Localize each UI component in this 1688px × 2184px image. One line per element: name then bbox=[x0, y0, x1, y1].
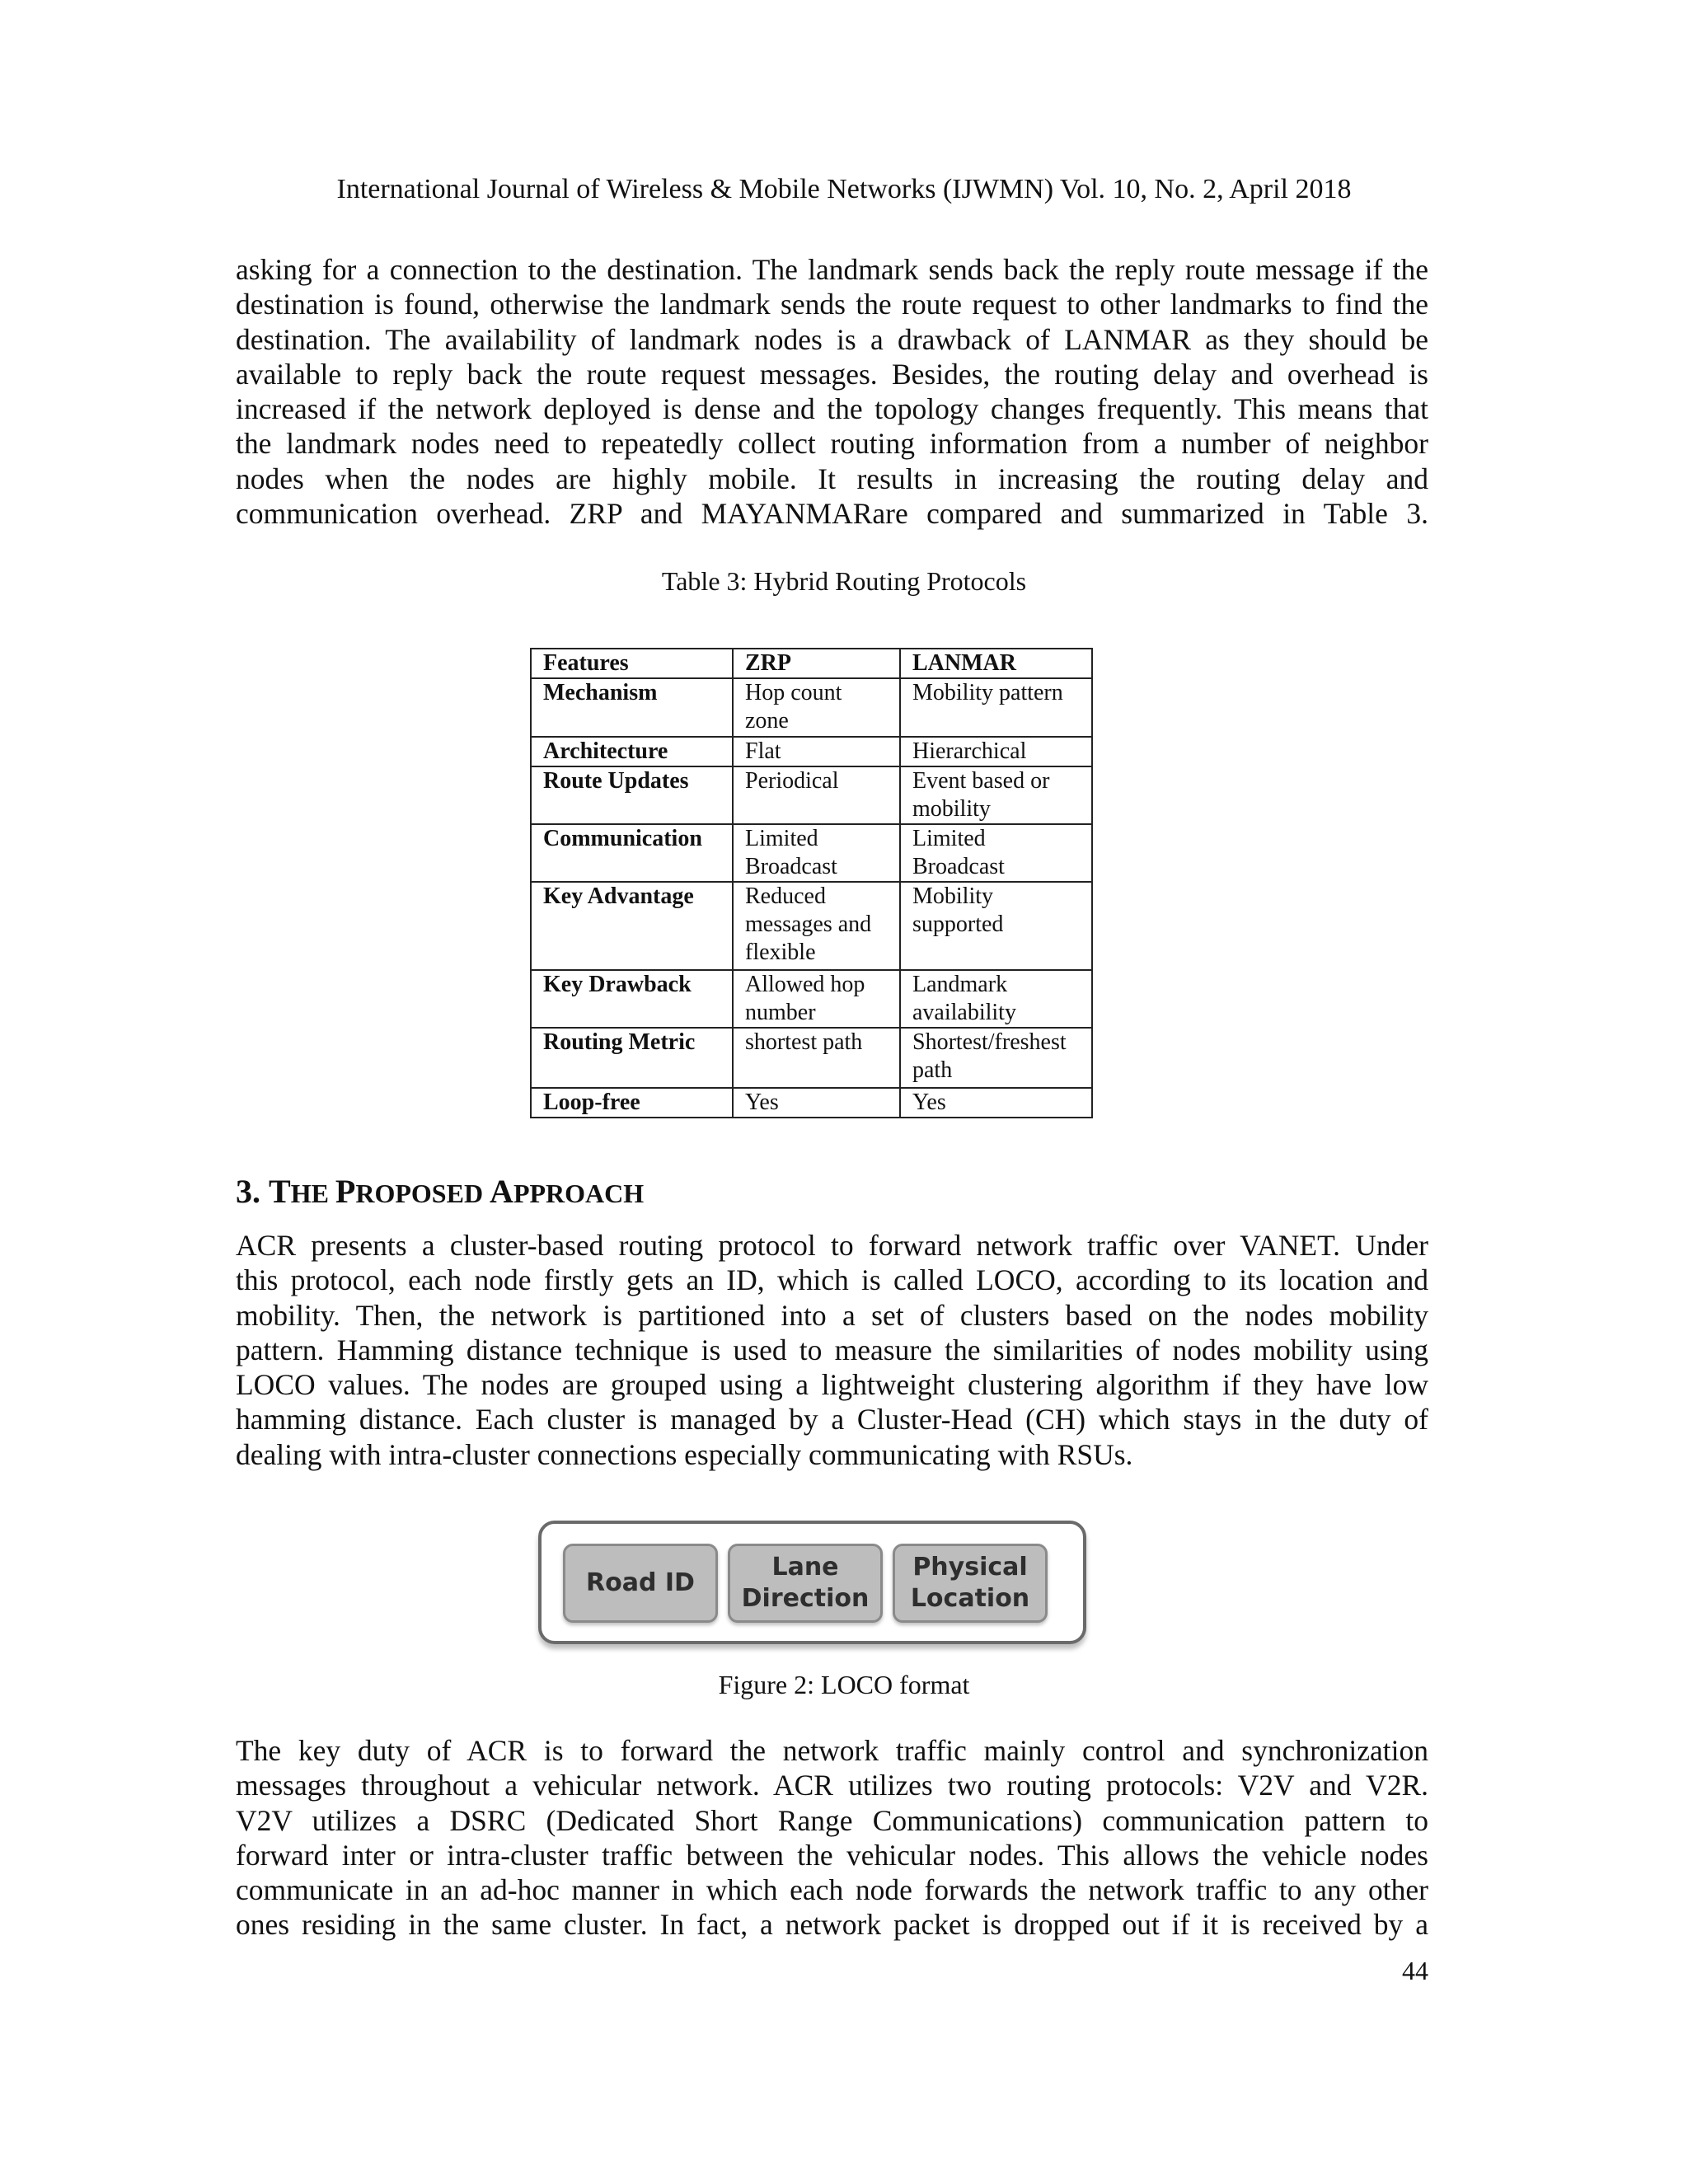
section-heading bbox=[236, 1172, 644, 1213]
zrp-cell: Hop count zone bbox=[733, 678, 900, 736]
text-line: messages throughout a vehicular network. ACR utilizes two routing protocols: V2V and V2R. bbox=[236, 1769, 1428, 1802]
heading-initial: T bbox=[269, 1173, 291, 1210]
feature-cell: Key Advantage bbox=[531, 882, 733, 970]
text-line: destination is found, otherwise the landmark sends the route request to other landmarks to find the bbox=[236, 288, 1428, 321]
section-number: 3. bbox=[236, 1173, 260, 1210]
feature-cell: Route Updates bbox=[531, 766, 733, 824]
table-row bbox=[531, 737, 1092, 766]
table-header-cell: LANMAR bbox=[900, 649, 1092, 678]
zrp-cell: shortest path bbox=[733, 1028, 900, 1087]
text-line: mobility. Then, the network is partitioned into a set of clusters based on the nodes mobility bbox=[236, 1298, 1428, 1332]
zrp-cell: Flat bbox=[733, 737, 900, 766]
table-row bbox=[531, 970, 1092, 1028]
heading-smallcaps: PPROACH bbox=[513, 1179, 645, 1208]
table-header-cell: Features bbox=[531, 649, 733, 678]
feature-cell: Key Drawback bbox=[531, 970, 733, 1028]
figure-caption: Figure 2: LOCO format bbox=[718, 1670, 970, 1699]
table-row bbox=[531, 1088, 1092, 1118]
heading-initial: A bbox=[490, 1173, 513, 1210]
lanmar-cell: Hierarchical bbox=[900, 737, 1092, 766]
table-row bbox=[531, 678, 1092, 736]
zrp-cell: Reduced messages and flexible bbox=[733, 882, 900, 970]
table-caption: Table 3: Hybrid Routing Protocols bbox=[661, 566, 1027, 596]
text-line: nodes when the nodes are highly mobile. It results in increasing the routing delay and bbox=[236, 462, 1428, 495]
feature-cell: Architecture bbox=[531, 737, 733, 766]
table-header-row bbox=[531, 649, 1092, 678]
lanmar-cell: Shortest/freshest path bbox=[900, 1028, 1092, 1087]
text-line: dealing with intra-cluster connections especially communicating with RSUs. bbox=[236, 1437, 1133, 1471]
table-row bbox=[531, 882, 1092, 970]
zrp-cell: Yes bbox=[733, 1088, 900, 1118]
lanmar-cell: Mobility supported bbox=[900, 882, 1092, 970]
text-line: hamming distance. Each cluster is managed by a Cluster-Head (CH) which stays in the duty of bbox=[236, 1403, 1428, 1436]
heading-initial: P bbox=[335, 1173, 356, 1210]
text-line: The key duty of ACR is to forward the network traffic mainly control and synchronization bbox=[236, 1734, 1428, 1767]
table-row bbox=[531, 824, 1092, 882]
lane-direction-block: Lane Direction bbox=[728, 1544, 883, 1623]
lanmar-cell: Event based or mobility bbox=[900, 766, 1092, 824]
feature-cell: Loop-free bbox=[531, 1088, 733, 1118]
heading-smallcaps: HE bbox=[290, 1179, 335, 1208]
lanmar-cell: Landmark availability bbox=[900, 970, 1092, 1028]
paragraph-landmark bbox=[236, 252, 1428, 531]
lanmar-cell: Yes bbox=[900, 1088, 1092, 1118]
hybrid-routing-table bbox=[530, 648, 1093, 1118]
text-line: the landmark nodes need to repeatedly collect routing information from a number of neighbor bbox=[236, 427, 1428, 461]
table-header-cell: ZRP bbox=[733, 649, 900, 678]
text-line: available to reply back the route request messages. Besides, the routing delay and overhead is bbox=[236, 357, 1428, 391]
text-line: increased if the network deployed is dense and the topology changes frequently. This means that bbox=[236, 392, 1428, 426]
block-label: Road ID bbox=[586, 1568, 695, 1597]
text-line: communicate in an ad-hoc manner in which each node forwards the network traffic to any other bbox=[236, 1873, 1428, 1907]
page-number: 44 bbox=[1402, 1956, 1428, 1985]
text-line: LOCO values. The nodes are grouped using a lightweight clustering algorithm if they have low bbox=[236, 1368, 1428, 1402]
table-row bbox=[531, 1028, 1092, 1087]
feature-cell: Mechanism bbox=[531, 678, 733, 736]
zrp-cell: Allowed hop number bbox=[733, 970, 900, 1028]
loco-format-figure bbox=[538, 1521, 1086, 1644]
text-line: V2V utilizes a DSRC (Dedicated Short Range Communications) communication pattern to bbox=[236, 1803, 1428, 1837]
text-line: asking for a connection to the destination. The landmark sends back the reply route message if the bbox=[236, 253, 1428, 286]
text-line: this protocol, each node firstly gets an ID, which is called LOCO, according to its location and bbox=[236, 1263, 1428, 1297]
text-line: ones residing in the same cluster. In fact, a network packet is dropped out if it is received by a bbox=[236, 1908, 1428, 1942]
feature-cell: Communication bbox=[531, 824, 733, 882]
feature-cell: Routing Metric bbox=[531, 1028, 733, 1087]
text-line: destination. The availability of landmark nodes is a drawback of LANMAR as they should be bbox=[236, 322, 1428, 356]
text-line: ACR presents a cluster-based routing protocol to forward network traffic over VANET. Under bbox=[236, 1229, 1428, 1262]
text-line: communication overhead. ZRP and MAYANMARare compared and summarized in Table 3. bbox=[236, 497, 1428, 531]
zrp-cell: Limited Broadcast bbox=[733, 824, 900, 882]
text-line: forward inter or intra-cluster traffic between the vehicular nodes. This allows the vehicle nodes bbox=[236, 1838, 1428, 1872]
physical-location-block: Physical Location bbox=[893, 1544, 1048, 1623]
lanmar-cell: Mobility pattern bbox=[900, 678, 1092, 736]
lanmar-cell: Limited Broadcast bbox=[900, 824, 1092, 882]
text-line: pattern. Hamming distance technique is used to measure the similarities of nodes mobility using bbox=[236, 1333, 1428, 1366]
zrp-cell: Periodical bbox=[733, 766, 900, 824]
table-row bbox=[531, 766, 1092, 824]
road-id-block bbox=[563, 1544, 718, 1623]
heading-smallcaps: ROPOSED bbox=[355, 1179, 490, 1208]
journal-header: International Journal of Wireless & Mobile Networks (IJWMN) Vol. 10, No. 2, April 2018 bbox=[336, 174, 1352, 204]
paragraph-acr-overview bbox=[236, 1228, 1428, 1472]
paragraph-acr-duty bbox=[236, 1733, 1428, 1943]
